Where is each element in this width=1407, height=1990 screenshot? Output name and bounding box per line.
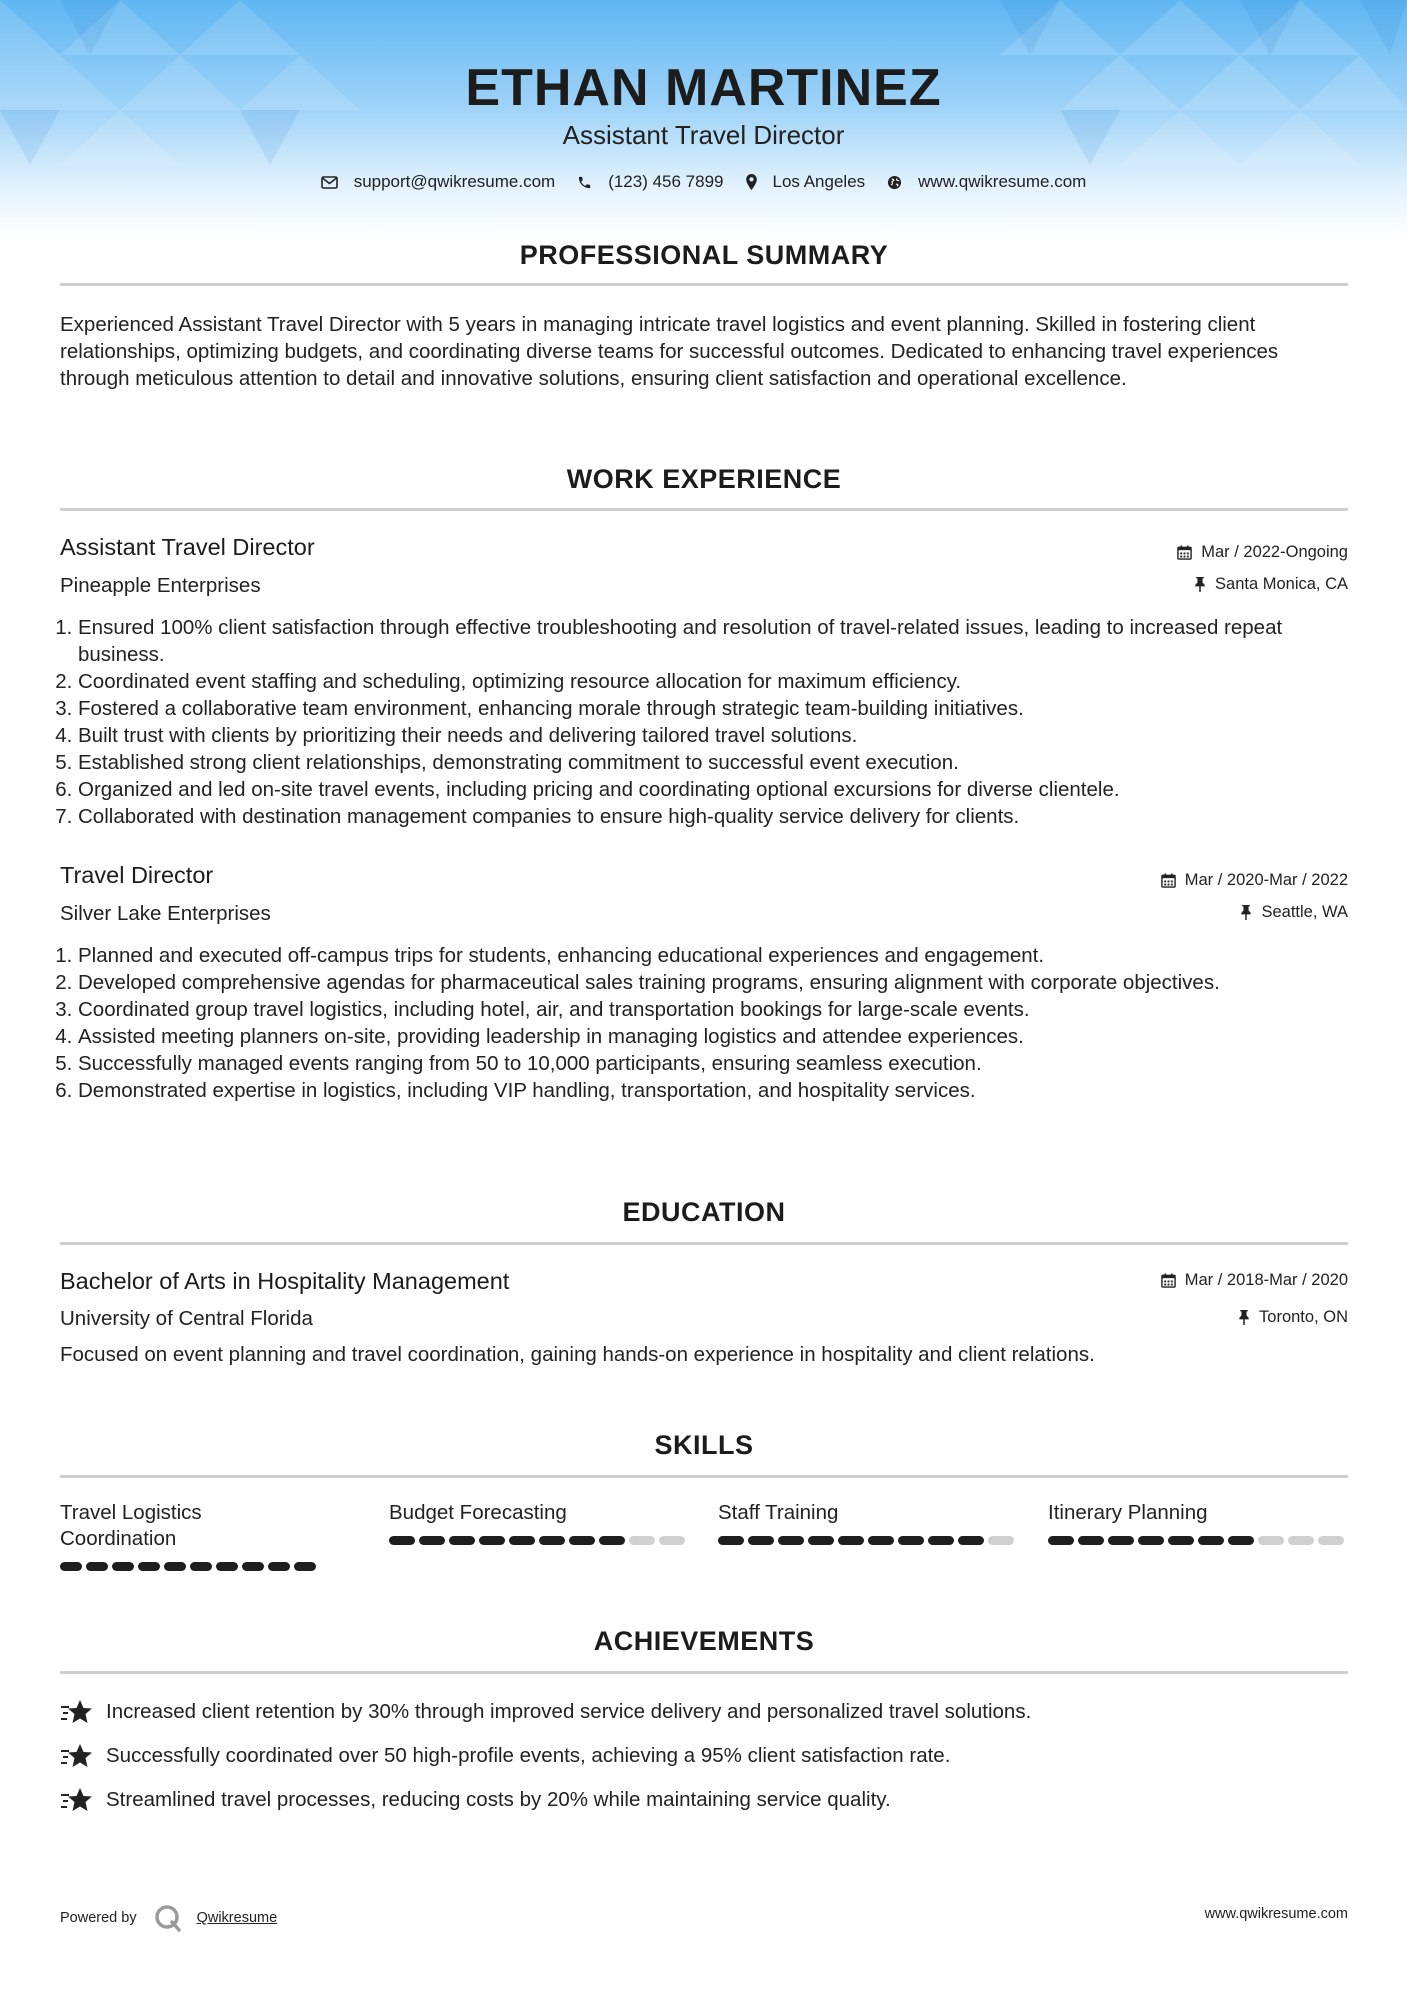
achievement-text: Successfully coordinated over 50 high-profile events, achieving a 95% client satisfaction rate.: [106, 1744, 951, 1767]
skill-name: Itinerary Planning: [1048, 1501, 1208, 1524]
contact-website-text: www.qwikresume.com: [918, 172, 1087, 191]
education-location-text: Toronto, ON: [1259, 1308, 1348, 1326]
summary-text: Experienced Assistant Travel Director with 5 years in managing intricate travel logistics and event planning. Skilled in fostering client relationships, optimizing budgets, and coordinating diverse teams for successful outcomes. Dedicated to enhancing travel experiences through meticulous attention to detail and innovative solutions, ensuring client satisfaction and operational excellence.: [60, 313, 1279, 390]
job-dates-text: Mar / 2022-Ongoing: [1201, 543, 1348, 561]
skill-name: Staff Training: [718, 1501, 839, 1524]
contact-location: [746, 172, 866, 192]
skill-level-bar: [389, 1536, 689, 1545]
skill-segment-empty: [1258, 1536, 1284, 1545]
job-title: Travel Director: [60, 862, 214, 888]
skill-segment-empty: [988, 1536, 1014, 1545]
summary-heading: PROFESSIONAL SUMMARY: [519, 240, 889, 270]
skill-segment-filled: [294, 1562, 316, 1571]
skill-item: [1048, 1500, 1348, 1545]
list-item: 3. Fostered a collaborative team environment, enhancing morale through strategic team-building initiatives.: [78, 695, 1368, 722]
job-location-text: Santa Monica, CA: [1215, 575, 1348, 593]
skills-heading: SKILLS: [654, 1430, 754, 1460]
footer-website[interactable]: www.qwikresume.com: [1204, 1906, 1348, 1922]
skill-segment-empty: [1288, 1536, 1314, 1545]
skill-item: [60, 1500, 320, 1571]
contact-website[interactable]: [887, 172, 1086, 192]
skill-segment-empty: [659, 1536, 685, 1545]
star-award-icon: [60, 1698, 94, 1726]
skill-segment-filled: [509, 1536, 535, 1545]
pushpin-icon: [1240, 905, 1252, 920]
job-location: [1194, 575, 1348, 594]
contact-phone[interactable]: [577, 172, 723, 192]
section-divider: [60, 283, 1348, 286]
candidate-name: ETHAN MARTINEZ: [465, 59, 942, 117]
skill-segment-filled: [268, 1562, 290, 1571]
achievement-text: Streamlined travel processes, reducing costs by 20% while maintaining service quality.: [106, 1788, 891, 1811]
skill-segment-filled: [419, 1536, 445, 1545]
skill-segment-filled: [718, 1536, 744, 1545]
job-title: Assistant Travel Director: [60, 534, 315, 560]
skill-name: Budget Forecasting: [389, 1501, 567, 1524]
contact-phone-text: (123) 456 7899: [608, 172, 724, 191]
list-item: 6. Organized and led on-site travel events, including pricing and coordinating optional excursions for diverse clientele.: [78, 776, 1368, 803]
section-divider: [60, 1671, 1348, 1674]
achievement-item: [60, 1698, 1031, 1726]
achievement-item: [60, 1742, 950, 1770]
achievement-item: [60, 1786, 891, 1814]
skill-segment-filled: [1228, 1536, 1254, 1545]
skill-segment-filled: [190, 1562, 212, 1571]
skill-segment-filled: [958, 1536, 984, 1545]
company-name: Pineapple Enterprises: [60, 574, 261, 597]
skill-segment-filled: [60, 1562, 82, 1571]
map-pin-icon: [746, 174, 757, 190]
skill-segment-filled: [389, 1536, 415, 1545]
star-award-icon: [60, 1786, 94, 1814]
skill-segment-filled: [778, 1536, 804, 1545]
skill-segment-filled: [216, 1562, 238, 1571]
globe-icon: [887, 175, 902, 190]
qwikresume-logo-icon: [153, 1903, 183, 1933]
education-heading: EDUCATION: [622, 1197, 786, 1227]
powered-by: [60, 1903, 277, 1933]
job-dates: [1161, 871, 1348, 890]
job-bullets: [60, 614, 1368, 830]
qwikresume-link[interactable]: Qwikresume: [196, 1910, 278, 1926]
skill-segment-filled: [1108, 1536, 1134, 1545]
skill-segment-filled: [449, 1536, 475, 1545]
pushpin-icon: [1194, 577, 1206, 592]
phone-icon: [577, 175, 592, 190]
list-item: 5. Established strong client relationships, demonstrating commitment to successful event execution.: [78, 749, 1368, 776]
list-item: 6. Demonstrated expertise in logistics, including VIP handling, transportation, and hospitality services.: [78, 1077, 1368, 1104]
experience-heading: WORK EXPERIENCE: [566, 464, 842, 494]
envelope-icon: [321, 176, 338, 189]
skill-segment-filled: [86, 1562, 108, 1571]
skill-segment-empty: [1318, 1536, 1344, 1545]
skill-segment-filled: [1078, 1536, 1104, 1545]
skill-level-bar: [1048, 1536, 1348, 1545]
job-location-text: Seattle, WA: [1261, 903, 1348, 921]
calendar-icon: [1161, 1273, 1176, 1288]
skill-segment-filled: [928, 1536, 954, 1545]
list-item: 3. Coordinated group travel logistics, including hotel, air, and transportation bookings for large-scale events.: [78, 996, 1368, 1023]
skill-segment-filled: [1168, 1536, 1194, 1545]
calendar-icon: [1161, 873, 1176, 888]
skill-level-bar: [60, 1562, 320, 1571]
skill-segment-filled: [569, 1536, 595, 1545]
skill-segment-filled: [1198, 1536, 1224, 1545]
calendar-icon: [1177, 545, 1192, 560]
achievements-heading: ACHIEVEMENTS: [593, 1626, 815, 1656]
skill-segment-empty: [629, 1536, 655, 1545]
job-dates: [1177, 543, 1348, 562]
contact-email-text: support@qwikresume.com: [353, 172, 556, 191]
skill-name: Travel Logistics Coordination: [60, 1501, 202, 1550]
skill-segment-filled: [898, 1536, 924, 1545]
skill-segment-filled: [112, 1562, 134, 1571]
list-item: 7. Collaborated with destination management companies to ensure high-quality service delivery for clients.: [78, 803, 1368, 830]
skill-level-bar: [718, 1536, 1018, 1545]
contact-email[interactable]: [321, 172, 556, 192]
skill-segment-filled: [599, 1536, 625, 1545]
skill-segment-filled: [838, 1536, 864, 1545]
list-item: 4. Assisted meeting planners on-site, providing leadership in managing logistics and attendee experiences.: [78, 1023, 1368, 1050]
candidate-title: Assistant Travel Director: [562, 120, 845, 150]
list-item: 4. Built trust with clients by prioritizing their needs and delivering tailored travel solutions.: [78, 722, 1368, 749]
education-location: [1238, 1308, 1348, 1327]
job-location: [1240, 903, 1348, 922]
skill-segment-filled: [164, 1562, 186, 1571]
list-item: 2. Developed comprehensive agendas for pharmaceutical sales training programs, ensuring alignment with corporate objectives.: [78, 969, 1368, 996]
education-description: Focused on event planning and travel coordination, gaining hands-on experience in hospitality and client relations.: [60, 1343, 1095, 1366]
company-name: Silver Lake Enterprises: [60, 902, 271, 925]
contact-bar: [0, 172, 1407, 192]
skill-segment-filled: [748, 1536, 774, 1545]
contact-location-text: Los Angeles: [772, 172, 866, 191]
education-dates: [1161, 1271, 1348, 1290]
list-item: 2. Coordinated event staffing and scheduling, optimizing resource allocation for maximum efficiency.: [78, 668, 1368, 695]
skill-item: [718, 1500, 1018, 1545]
skill-segment-filled: [1138, 1536, 1164, 1545]
list-item: 1. Planned and executed off-campus trips for students, enhancing educational experiences and engagement.: [78, 942, 1368, 969]
achievement-text: Increased client retention by 30% through improved service delivery and personalized travel solutions.: [106, 1700, 1032, 1723]
skill-segment-filled: [242, 1562, 264, 1571]
section-divider: [60, 1475, 1348, 1478]
pushpin-icon: [1238, 1310, 1250, 1325]
job-bullets: [60, 942, 1368, 1104]
job-dates-text: Mar / 2020-Mar / 2022: [1184, 871, 1348, 889]
list-item: 1. Ensured 100% client satisfaction through effective troubleshooting and resolution of travel-related issues, leading to increased repeat business.: [78, 614, 1368, 668]
education-dates-text: Mar / 2018-Mar / 2020: [1184, 1271, 1348, 1289]
list-item: 5. Successfully managed events ranging from 50 to 10,000 participants, ensuring seamless execution.: [78, 1050, 1368, 1077]
skill-segment-filled: [138, 1562, 160, 1571]
star-award-icon: [60, 1742, 94, 1770]
skill-segment-filled: [479, 1536, 505, 1545]
skill-segment-filled: [1048, 1536, 1074, 1545]
skill-item: [389, 1500, 689, 1545]
skill-segment-filled: [808, 1536, 834, 1545]
skill-segment-filled: [868, 1536, 894, 1545]
section-divider: [60, 1242, 1348, 1245]
powered-by-label: Powered by: [60, 1910, 137, 1926]
school-name: University of Central Florida: [60, 1307, 313, 1330]
section-divider: [60, 508, 1348, 511]
degree-title: Bachelor of Arts in Hospitality Management: [60, 1268, 510, 1294]
skill-segment-filled: [539, 1536, 565, 1545]
